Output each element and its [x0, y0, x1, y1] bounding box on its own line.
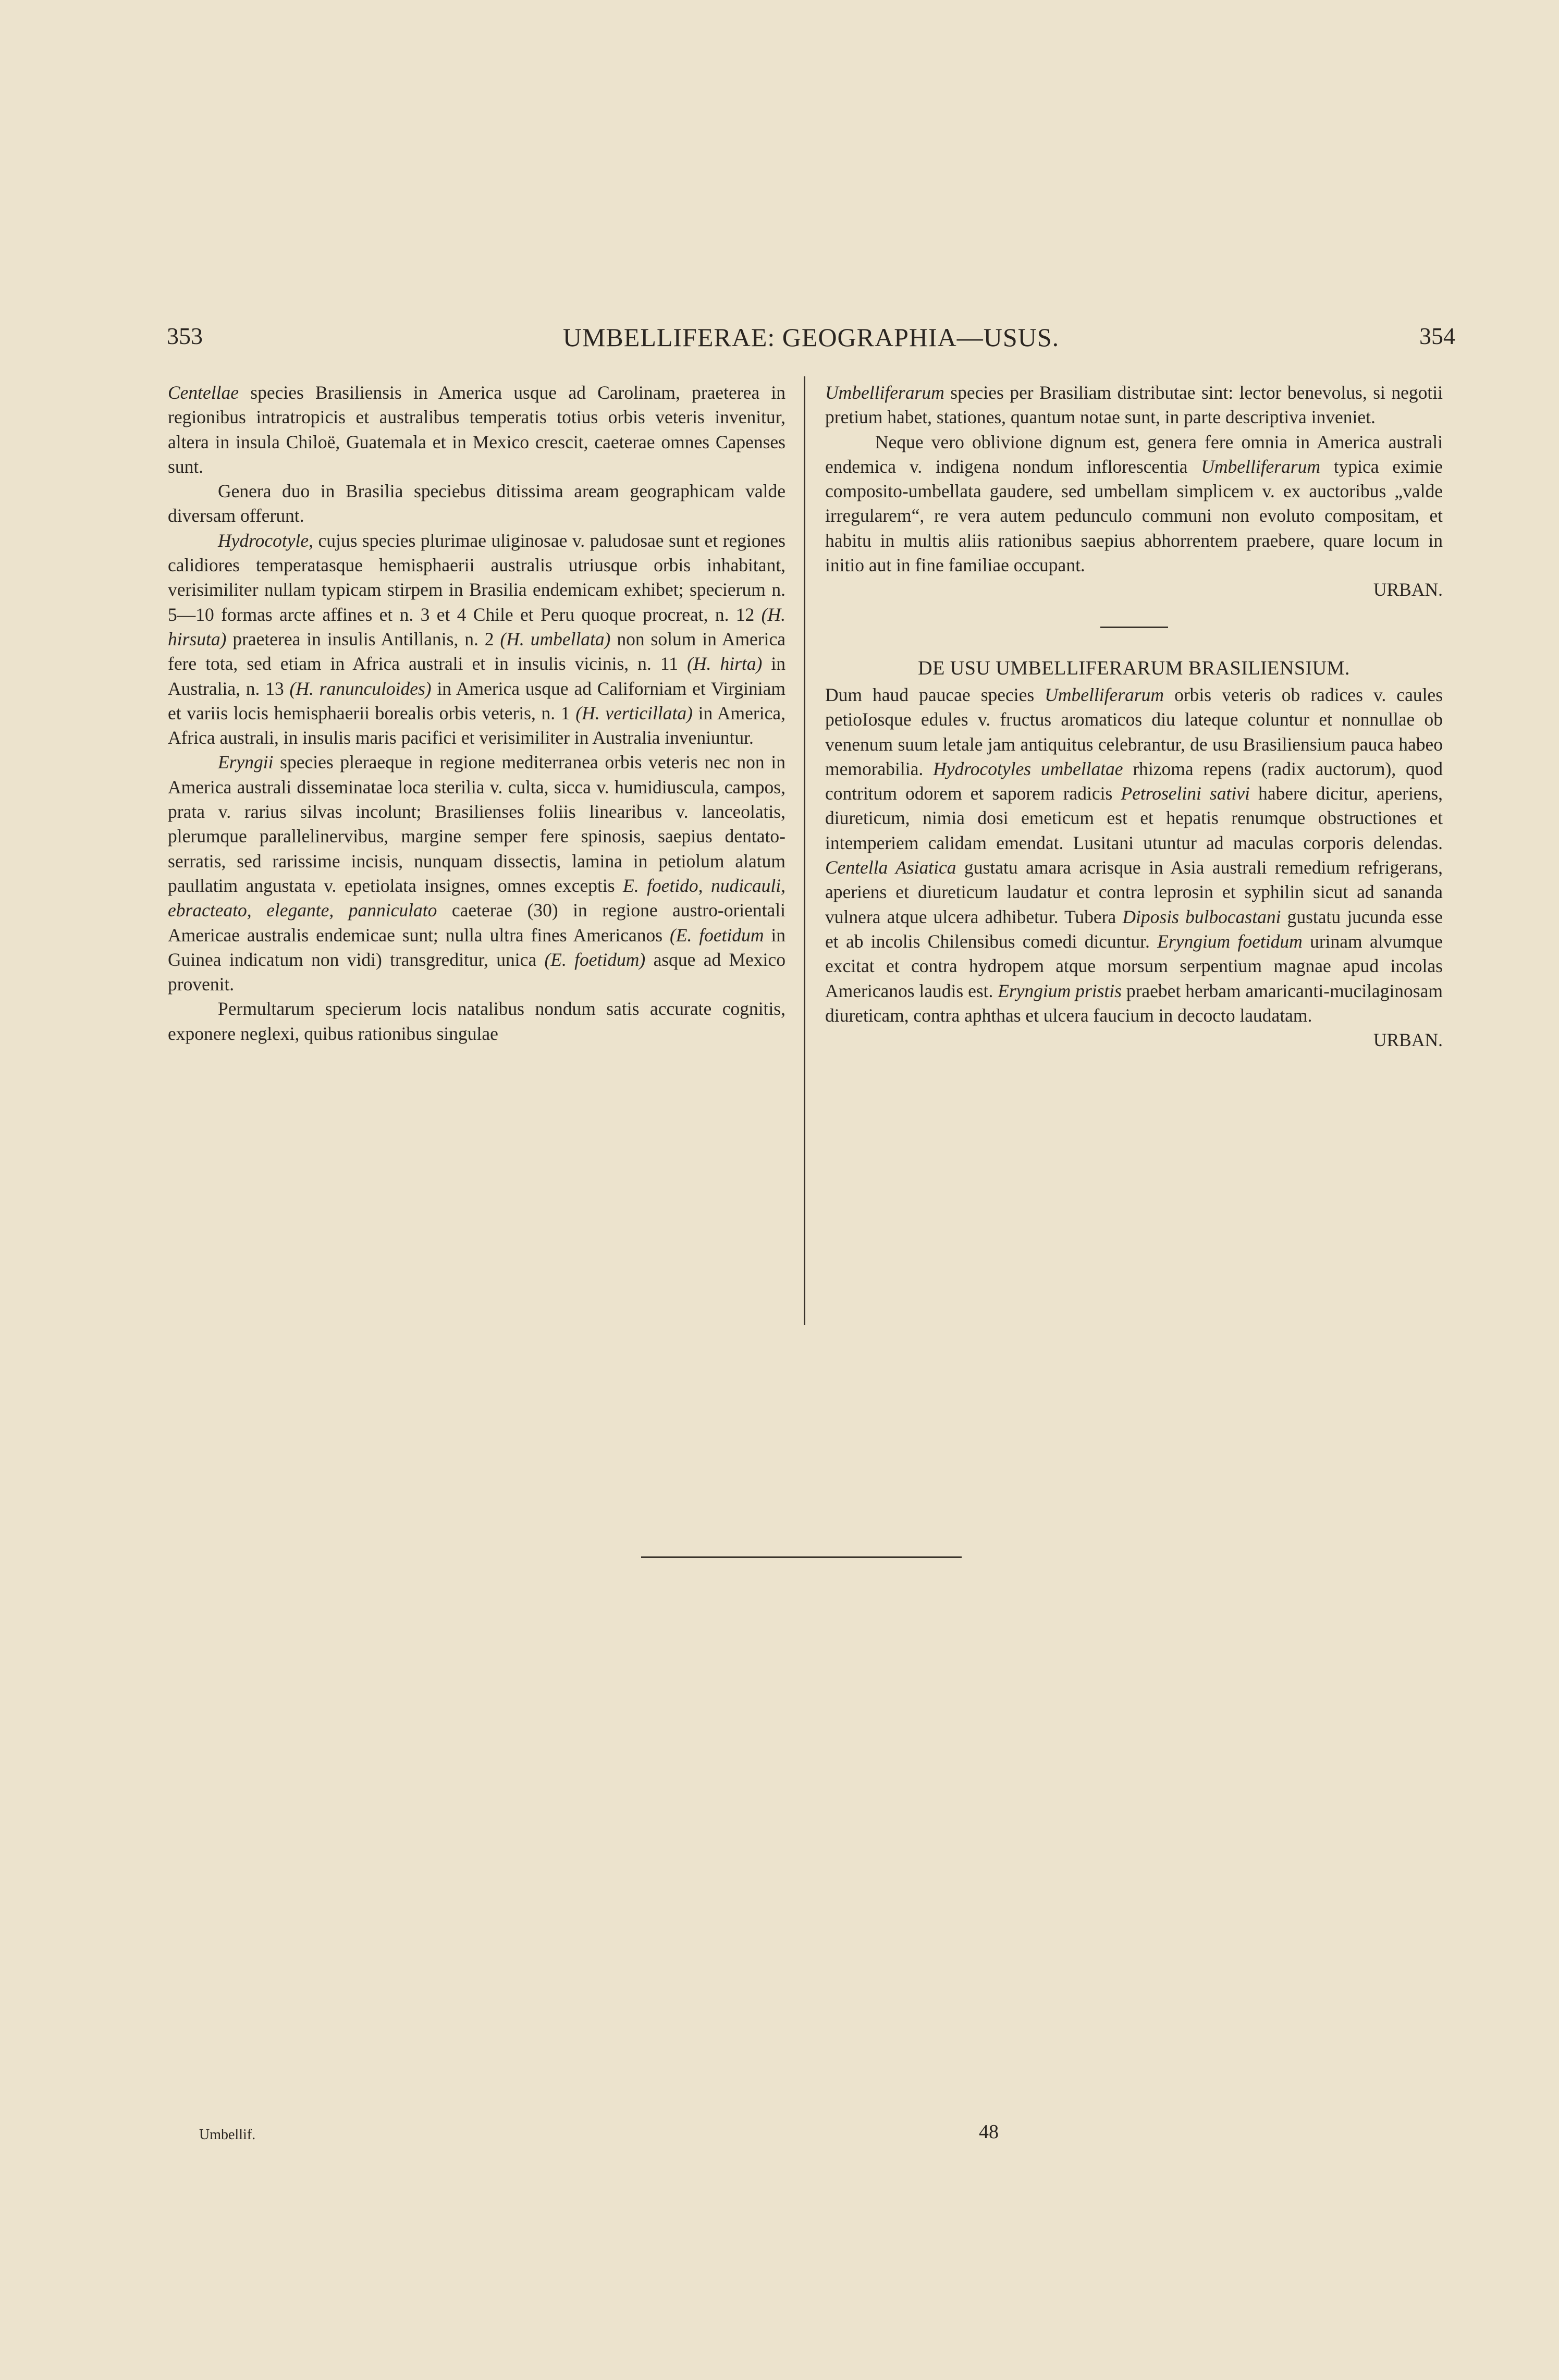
- left-column-paragraph: Genera duo in Brasilia speciebus ditissima aream geographicam valde diversam offerunt.: [168, 481, 785, 526]
- italic-term: Umbelliferarum: [825, 382, 944, 403]
- right-column-bottom-text: [825, 683, 1443, 1028]
- italic-term: (H. ranunculoides): [289, 678, 432, 699]
- left-column-paragraph: Permultarum specierum locis natalibus nondum satis accurate cognitis, exponere neglexi, quibus rationibus singulae: [168, 998, 785, 1044]
- section-heading: DE USU UMBELLIFERARUM BRASILIENSIUM.: [918, 657, 1350, 679]
- italic-term: E. foetido, nudicauli, ebracteato, elegante, panniculato: [168, 875, 785, 921]
- left-column-paragraph: Hydrocotyle, cujus species plurimae uliginosae v. paludosae sunt et regiones calidiores temperatasque hemisphaerii australis utriusque orbis inhabitant, verisimiliter nullam typicam stirpem in Brasilia endemicam exhibet; specierum n. 5—10 formas arcte affines et n. 3 et 4 Chile et Peru quoque procreat, n. 12 (H. hirsuta) praeterea in insulis Antillanis, n. 2 (H. umbellata) non solum in America fere tota, sed etiam in Africa australi et in insulis vicinis, n. 11 (H. hirta) in Australia, n. 13 (H. ranunculoides) in America usque ad Californiam et Virginiam et variis locis hemisphaerii borealis orbis veteris, n. 1 (H. verticillata) in America, Africa australi, in insulis maris pacifici et verisimiliter in Australia inveniuntur.: [168, 530, 786, 749]
- section-separator: [1100, 627, 1168, 628]
- page-number-right: 354: [1419, 323, 1455, 349]
- italic-term: Centellae: [168, 382, 239, 403]
- italic-term: (E. foetidum: [669, 924, 764, 946]
- signature-urban-2: URBAN.: [1373, 1029, 1443, 1051]
- column-divider: [804, 376, 805, 1325]
- italic-term: (H. hirta): [687, 653, 763, 674]
- right-column: [825, 381, 1443, 1052]
- italic-term: Umbelliferarum: [1045, 684, 1164, 705]
- right-column-top-text: [825, 381, 1443, 578]
- left-column-paragraph: Centellae species Brasiliensis in America usque ad Carolinam, praeterea in regionibus intratropicis et australibus temperatis totius orbis veteris invenitur, altera in insula Chiloë, Guatemala et in Mexico crescit, caeterae omnes Capenses sunt.: [168, 382, 785, 477]
- signature-urban-1: URBAN.: [1373, 579, 1443, 600]
- italic-term: Eryngii: [218, 752, 274, 773]
- bottom-rule: [641, 1556, 962, 1558]
- italic-term: Eryngium pristis: [998, 980, 1122, 1001]
- footer-signature-mark: Umbellif.: [199, 2127, 256, 2143]
- right-column-paragraph: Dum haud paucae species Umbelliferarum orbis veteris ob radices v. caules petioIosque edules v. fructus aromaticos diu lateque coluntur et nonnullae ob venenum suum letale jam antiquitus celebrantur, de usu Brasiliensium pauca habeo memorabilia. Hydrocotyles umbellatae rhizoma repens (radix auctorum), quod contritum odorem et saporem radicis Petroselini sativi habere dicitur, aperiens, diureticum, nimia dosi emeticum est et hepatis renumque obstructiones et intemperiem calidam emendat. Lusitani utuntur ad maculas corporis delendas. Centella Asiatica gustatu amara acrisque in Asia australi remedium refrigerans, aperiens et diureticum laudatur et contra leprosin et syphilin sicut ad sananda vulnera atque ulcera adhibetur. Tubera Diposis bulbocastani gustatu jucunda esse et ab incolis Chilensibus comedi dicuntur. Eryngium foetidum urinam alvumque excitat et contra hydropem atque morsum serpentium magnae apud incolas Americanos laudis est. Eryngium pristis praebet herbam amaricanti-mucilaginosam diureticam, contra aphthas et ulcera faucium in decocto laudatam.: [825, 684, 1443, 1026]
- italic-term: (H. verticillata): [575, 702, 693, 723]
- left-column: [168, 381, 785, 1046]
- italic-term: Diposis bulbocastani: [1122, 906, 1281, 927]
- italic-term: Umbelliferarum: [1201, 456, 1320, 477]
- italic-term: (H. hirsuta): [168, 604, 785, 649]
- footer-sheet-number: 48: [979, 2121, 999, 2143]
- italic-term: Hydrocotyles umbellatae: [933, 758, 1123, 779]
- right-column-paragraph: Umbelliferarum species per Brasiliam distributae sint: lector benevolus, si negotii pretium habet, stationes, quantum notae sunt, in parte descriptiva inveniet.: [825, 382, 1443, 428]
- page-number-left: 353: [167, 323, 203, 349]
- left-column-paragraph: Eryngii species pleraeque in regione mediterranea orbis veteris nec non in America australi disseminatae loca sterilia v. culta, sicca v. humidiuscula, campos, prata v. rarius silvas incolunt; Brasilienses foliis linearibus v. lanceolatis, plerumque parallelinervibus, margine semper fere spinosis, saepius dentato-serratis, sed rarissime incisis, nunquam dissectis, lamina in petiolum alatum paullatim angustata v. epetiolata insignes, omnes exceptis E. foetido, nudicauli, ebracteato, elegante, panniculato caeterae (30) in regione austro-orientali Americae australis endemicae sunt; nulla ultra fines Americanos (E. foetidum in Guinea indicatum non vidi) transgreditur, unica (E. foetidum) asque ad Mexico provenit.: [168, 752, 786, 995]
- italic-term: Eryngium foetidum: [1157, 930, 1303, 952]
- italic-term: Centella Asiatica: [825, 857, 956, 878]
- running-title: UMBELLIFERAE: GEOGRAPHIA—USUS.: [562, 323, 1060, 352]
- right-column-paragraph: Neque vero oblivione dignum est, genera fere omnia in America australi endemica v. indigena nondum inflorescentia Umbelliferarum typica eximie composito-umbellata gaudere, sed umbellam simplicem v. ex auctoribus „valde irregularem“, re vera autem pedunculo communi non evoluto compositam, et habitu in multis aliis rationibus saepius abhorrentem praebere, quare locum in initio aut in fine familiae occupant.: [825, 431, 1443, 576]
- italic-term: (E. foetidum): [544, 949, 646, 970]
- running-header: [167, 322, 1455, 364]
- italic-term: (H. umbellata): [500, 628, 611, 649]
- italic-term: Hydrocotyle,: [218, 530, 314, 551]
- italic-term: Petroselini sativi: [1121, 783, 1250, 804]
